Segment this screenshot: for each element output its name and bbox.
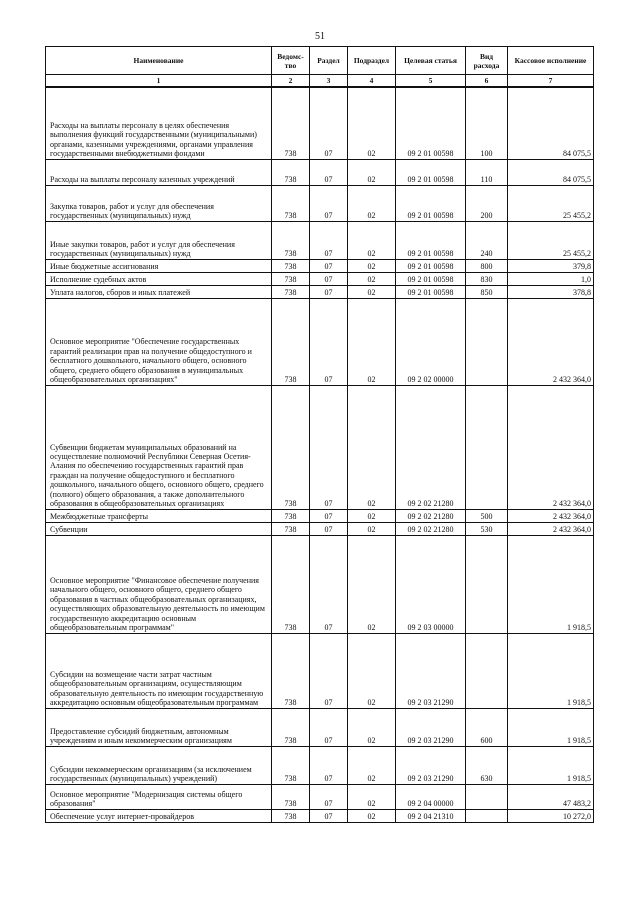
row-section: 07 [310,272,348,285]
row-amount: 1,0 [508,272,594,285]
row-name: Иные закупки товаров, работ и услуг для обеспечения государственных (муниципальных) нужд [46,221,272,259]
header-target-article: Целевая статья [396,47,466,75]
row-expense-type: 600 [466,708,508,746]
row-target-article: 09 2 01 00598 [396,272,466,285]
row-section: 07 [310,259,348,272]
row-department: 738 [272,259,310,272]
header-cash-execution: Кассовое исполнение [508,47,594,75]
row-subsection: 02 [348,633,396,708]
row-target-article: 09 2 01 00598 [396,285,466,298]
row-expense-type: 200 [466,185,508,221]
row-name: Субвенции бюджетам муниципальных образований на осуществление полномочий Республики Северная Осетия-Алания по обеспечению государственных гарантий прав граждан на получение общедоступного и бесплатного дошкольного, начального общего, основного общего, среднего (полного) общего образования, а также дополнительного образования в общеобразовательных организациях [46,385,272,509]
row-department: 738 [272,509,310,522]
row-amount: 1 918,5 [508,535,594,633]
table-body [46,87,594,822]
header-section: Раздел [310,47,348,75]
row-subsection: 02 [348,708,396,746]
row-department: 738 [272,784,310,809]
row-section: 07 [310,708,348,746]
row-amount: 2 432 364,0 [508,385,594,509]
row-section: 07 [310,509,348,522]
row-target-article: 09 2 02 21280 [396,522,466,535]
column-number: 3 [310,75,348,88]
row-section: 07 [310,285,348,298]
row-name: Основное мероприятие "Модернизация системы общего образования" [46,784,272,809]
row-subsection: 02 [348,87,396,159]
row-subsection: 02 [348,784,396,809]
row-department: 738 [272,809,310,822]
row-target-article: 09 2 03 00000 [396,535,466,633]
row-section: 07 [310,385,348,509]
row-expense-type: 800 [466,259,508,272]
row-amount: 379,8 [508,259,594,272]
row-name: Предоставление субсидий бюджетным, автономным учреждениям и иным некоммерческим организациям [46,708,272,746]
row-department: 738 [272,535,310,633]
row-section: 07 [310,87,348,159]
row-section: 07 [310,522,348,535]
row-section: 07 [310,809,348,822]
row-department: 738 [272,159,310,185]
column-number: 2 [272,75,310,88]
row-department: 738 [272,272,310,285]
row-department: 738 [272,185,310,221]
table-row [46,285,594,298]
row-subsection: 02 [348,522,396,535]
row-amount: 1 918,5 [508,746,594,784]
row-expense-type [466,809,508,822]
column-number: 6 [466,75,508,88]
row-subsection: 02 [348,746,396,784]
row-target-article: 09 2 02 21280 [396,385,466,509]
row-target-article: 09 2 02 00000 [396,298,466,385]
row-subsection: 02 [348,285,396,298]
row-name: Исполнение судебных актов [46,272,272,285]
row-subsection: 02 [348,385,396,509]
row-department: 738 [272,87,310,159]
row-amount: 2 432 364,0 [508,298,594,385]
row-target-article: 09 2 01 00598 [396,259,466,272]
table-row [46,385,594,509]
row-target-article: 09 2 01 00598 [396,221,466,259]
row-expense-type [466,298,508,385]
row-target-article: 09 2 03 21290 [396,746,466,784]
row-name: Иные бюджетные ассигнования [46,259,272,272]
row-expense-type: 530 [466,522,508,535]
row-section: 07 [310,185,348,221]
row-expense-type [466,385,508,509]
row-amount: 2 432 364,0 [508,509,594,522]
header-subsection: Подраздел [348,47,396,75]
table-row [46,221,594,259]
row-section: 07 [310,535,348,633]
table-row [46,535,594,633]
page-number: 51 [315,31,325,42]
row-section: 07 [310,784,348,809]
row-name: Субвенции [46,522,272,535]
table-row [46,272,594,285]
row-target-article: 09 2 01 00598 [396,159,466,185]
row-target-article: 09 2 01 00598 [396,87,466,159]
row-name: Закупка товаров, работ и услуг для обеспечения государственных (муниципальных) нужд [46,185,272,221]
row-amount: 84 075,5 [508,159,594,185]
row-expense-type: 100 [466,87,508,159]
row-amount: 1 918,5 [508,633,594,708]
table-row [46,784,594,809]
row-expense-type [466,784,508,809]
table-row [46,522,594,535]
row-expense-type: 110 [466,159,508,185]
row-subsection: 02 [348,185,396,221]
row-target-article: 09 2 02 21280 [396,509,466,522]
row-department: 738 [272,746,310,784]
row-name: Обеспечение услуг интернет-провайдеров [46,809,272,822]
row-expense-type [466,535,508,633]
column-number: 1 [46,75,272,88]
column-number: 5 [396,75,466,88]
row-department: 738 [272,522,310,535]
row-section: 07 [310,633,348,708]
column-numbers-row [46,75,594,88]
row-name: Межбюджетные трансферты [46,509,272,522]
row-name: Субсидии некоммерческим организациям (за исключением государственных (муниципальных) учреждений) [46,746,272,784]
row-name: Расходы на выплаты персоналу казенных учреждений [46,159,272,185]
row-name: Расходы на выплаты персоналу в целях обеспечения выполнения функций государственными (муниципальными) органами, казенными учреждениями, органами управления государственными внебюджетными фондами [46,87,272,159]
header-expense-type: Вид расхода [466,47,508,75]
row-amount: 378,8 [508,285,594,298]
budget-execution-table [45,46,594,823]
row-amount: 10 272,0 [508,809,594,822]
row-name: Уплата налогов, сборов и иных платежей [46,285,272,298]
row-target-article: 09 2 04 00000 [396,784,466,809]
row-name: Субсидии на возмещение части затрат частным общеобразовательным организациям, осуществляющим образовательную деятельность по имеющим государственную аккредитацию основным общеобразовательным программам [46,633,272,708]
row-amount: 25 455,2 [508,221,594,259]
row-amount: 25 455,2 [508,185,594,221]
row-target-article: 09 2 01 00598 [396,185,466,221]
header-name: Наименование [46,47,272,75]
row-subsection: 02 [348,259,396,272]
row-amount: 84 075,5 [508,87,594,159]
row-subsection: 02 [348,298,396,385]
row-department: 738 [272,285,310,298]
table-row [46,259,594,272]
row-expense-type: 500 [466,509,508,522]
row-subsection: 02 [348,509,396,522]
table-row [46,746,594,784]
row-expense-type: 830 [466,272,508,285]
row-department: 738 [272,221,310,259]
table-row [46,633,594,708]
row-target-article: 09 2 04 21310 [396,809,466,822]
row-section: 07 [310,159,348,185]
row-target-article: 09 2 03 21290 [396,708,466,746]
row-department: 738 [272,633,310,708]
row-department: 738 [272,385,310,509]
table-row [46,509,594,522]
row-subsection: 02 [348,809,396,822]
header-department: Ведомс-тво [272,47,310,75]
row-target-article: 09 2 03 21290 [396,633,466,708]
row-subsection: 02 [348,535,396,633]
row-amount: 1 918,5 [508,708,594,746]
table-row [46,708,594,746]
row-department: 738 [272,298,310,385]
table-row [46,298,594,385]
row-subsection: 02 [348,159,396,185]
row-department: 738 [272,708,310,746]
row-section: 07 [310,298,348,385]
column-number: 7 [508,75,594,88]
row-section: 07 [310,221,348,259]
table-row [46,185,594,221]
header-row [46,47,594,75]
table-row [46,159,594,185]
row-name: Основное мероприятие "Финансовое обеспечение получения начального общего, основного общего, среднего общего образования в частных общеобразовательных организациях, осуществляющих образовательную деятельность по имеющим государственную аккредитацию основным общеобразовательным программам" [46,535,272,633]
row-amount: 2 432 364,0 [508,522,594,535]
row-expense-type [466,633,508,708]
row-section: 07 [310,746,348,784]
row-name: Основное мероприятие "Обеспечение государственных гарантий реализации прав на получение общедоступного и бесплатного дошкольного, начального общего, основного общего, среднего общего образования в муниципальных общеобразовательных организациях" [46,298,272,385]
row-subsection: 02 [348,272,396,285]
row-expense-type: 850 [466,285,508,298]
row-amount: 47 483,2 [508,784,594,809]
column-number: 4 [348,75,396,88]
table-row [46,809,594,822]
row-subsection: 02 [348,221,396,259]
table-row [46,87,594,159]
row-expense-type: 240 [466,221,508,259]
row-expense-type: 630 [466,746,508,784]
